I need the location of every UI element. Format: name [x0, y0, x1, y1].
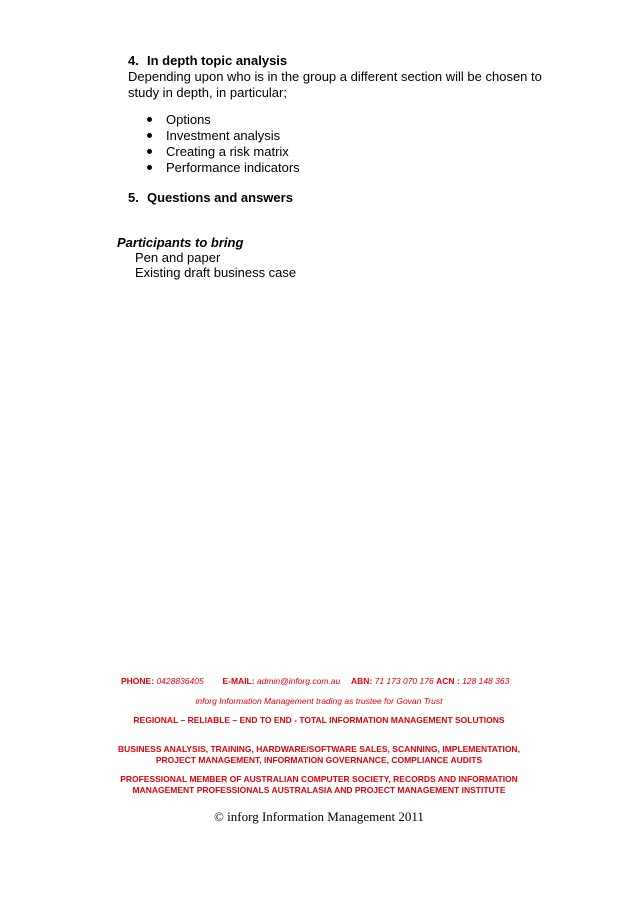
- trading-line: [0, 696, 638, 707]
- participants-item-pen: Pen and paper: [135, 250, 221, 265]
- bullet-icon: [147, 149, 152, 154]
- copyright-notice: © inforg Information Management 2011: [214, 809, 424, 824]
- list-item: [146, 160, 300, 176]
- acn-label: ACN :: [436, 676, 460, 686]
- tagline-text: REGIONAL – RELIABLE – END TO END - TOTAL INFORMATION MANAGEMENT SOLUTIONS: [133, 715, 505, 725]
- membership-text-1: PROFESSIONAL MEMBER OF AUSTRALIAN COMPUTER SOCIETY, RECORDS AND INFORMATION: [120, 774, 518, 784]
- section-5-heading: [128, 190, 293, 206]
- membership-line-1: [0, 774, 638, 785]
- participants-item-business-case: Existing draft business case: [135, 265, 297, 280]
- bullet-icon: [147, 165, 152, 170]
- contact-line: [121, 676, 509, 687]
- list-item-label: Options: [166, 112, 211, 127]
- section-4-title: In depth topic analysis: [147, 53, 288, 68]
- abn-label: ABN:: [350, 676, 373, 686]
- participants-heading: Participants to bring: [117, 235, 244, 250]
- acn-value: 128 148 363: [462, 676, 510, 686]
- trading-text: inforg Information Management trading as trustee for Govan Trust: [195, 696, 443, 706]
- abn-value: 71 173 070 176: [374, 676, 434, 686]
- membership-text-2: MANAGEMENT PROFESSIONALS AUSTRALASIA AND PROJECT MANAGEMENT INSTITUTE: [132, 785, 506, 795]
- section-4-heading: [128, 53, 287, 69]
- list-item: [146, 112, 300, 128]
- section-4-text-line-1: Depending upon who is in the group a different section will be chosen to: [128, 69, 542, 84]
- list-item-label: Performance indicators: [166, 160, 300, 175]
- section-5-number: 5.: [128, 190, 139, 205]
- services-line-1: [0, 744, 638, 755]
- tagline: [0, 715, 638, 726]
- phone-value: 0428836405: [156, 676, 204, 686]
- email-label: E-MAIL:: [222, 676, 255, 686]
- services-text-2: PROJECT MANAGEMENT, INFORMATION GOVERNANCE, COMPLIANCE AUDITS: [155, 755, 483, 765]
- email-value: admin@inforg.com.au: [256, 676, 341, 686]
- bullet-icon: [147, 133, 152, 138]
- services-line-2: [0, 755, 638, 766]
- membership-line-2: [0, 785, 638, 796]
- section-4-text-line-2: study in depth, in particular;: [128, 85, 287, 100]
- list-item-label: Investment analysis: [166, 128, 281, 143]
- topic-bullet-list: [146, 112, 300, 176]
- bullet-icon: [147, 117, 152, 122]
- list-item-label: Creating a risk matrix: [166, 144, 289, 159]
- services-text-1: BUSINESS ANALYSIS, TRAINING, HARDWARE/SOFTWARE SALES, SCANNING, IMPLEMENTATION,: [118, 744, 520, 754]
- list-item: [146, 144, 300, 160]
- section-4-number: 4.: [128, 53, 139, 68]
- phone-label: PHONE:: [121, 676, 155, 686]
- list-item: [146, 128, 300, 144]
- section-5-title: Questions and answers: [147, 190, 293, 205]
